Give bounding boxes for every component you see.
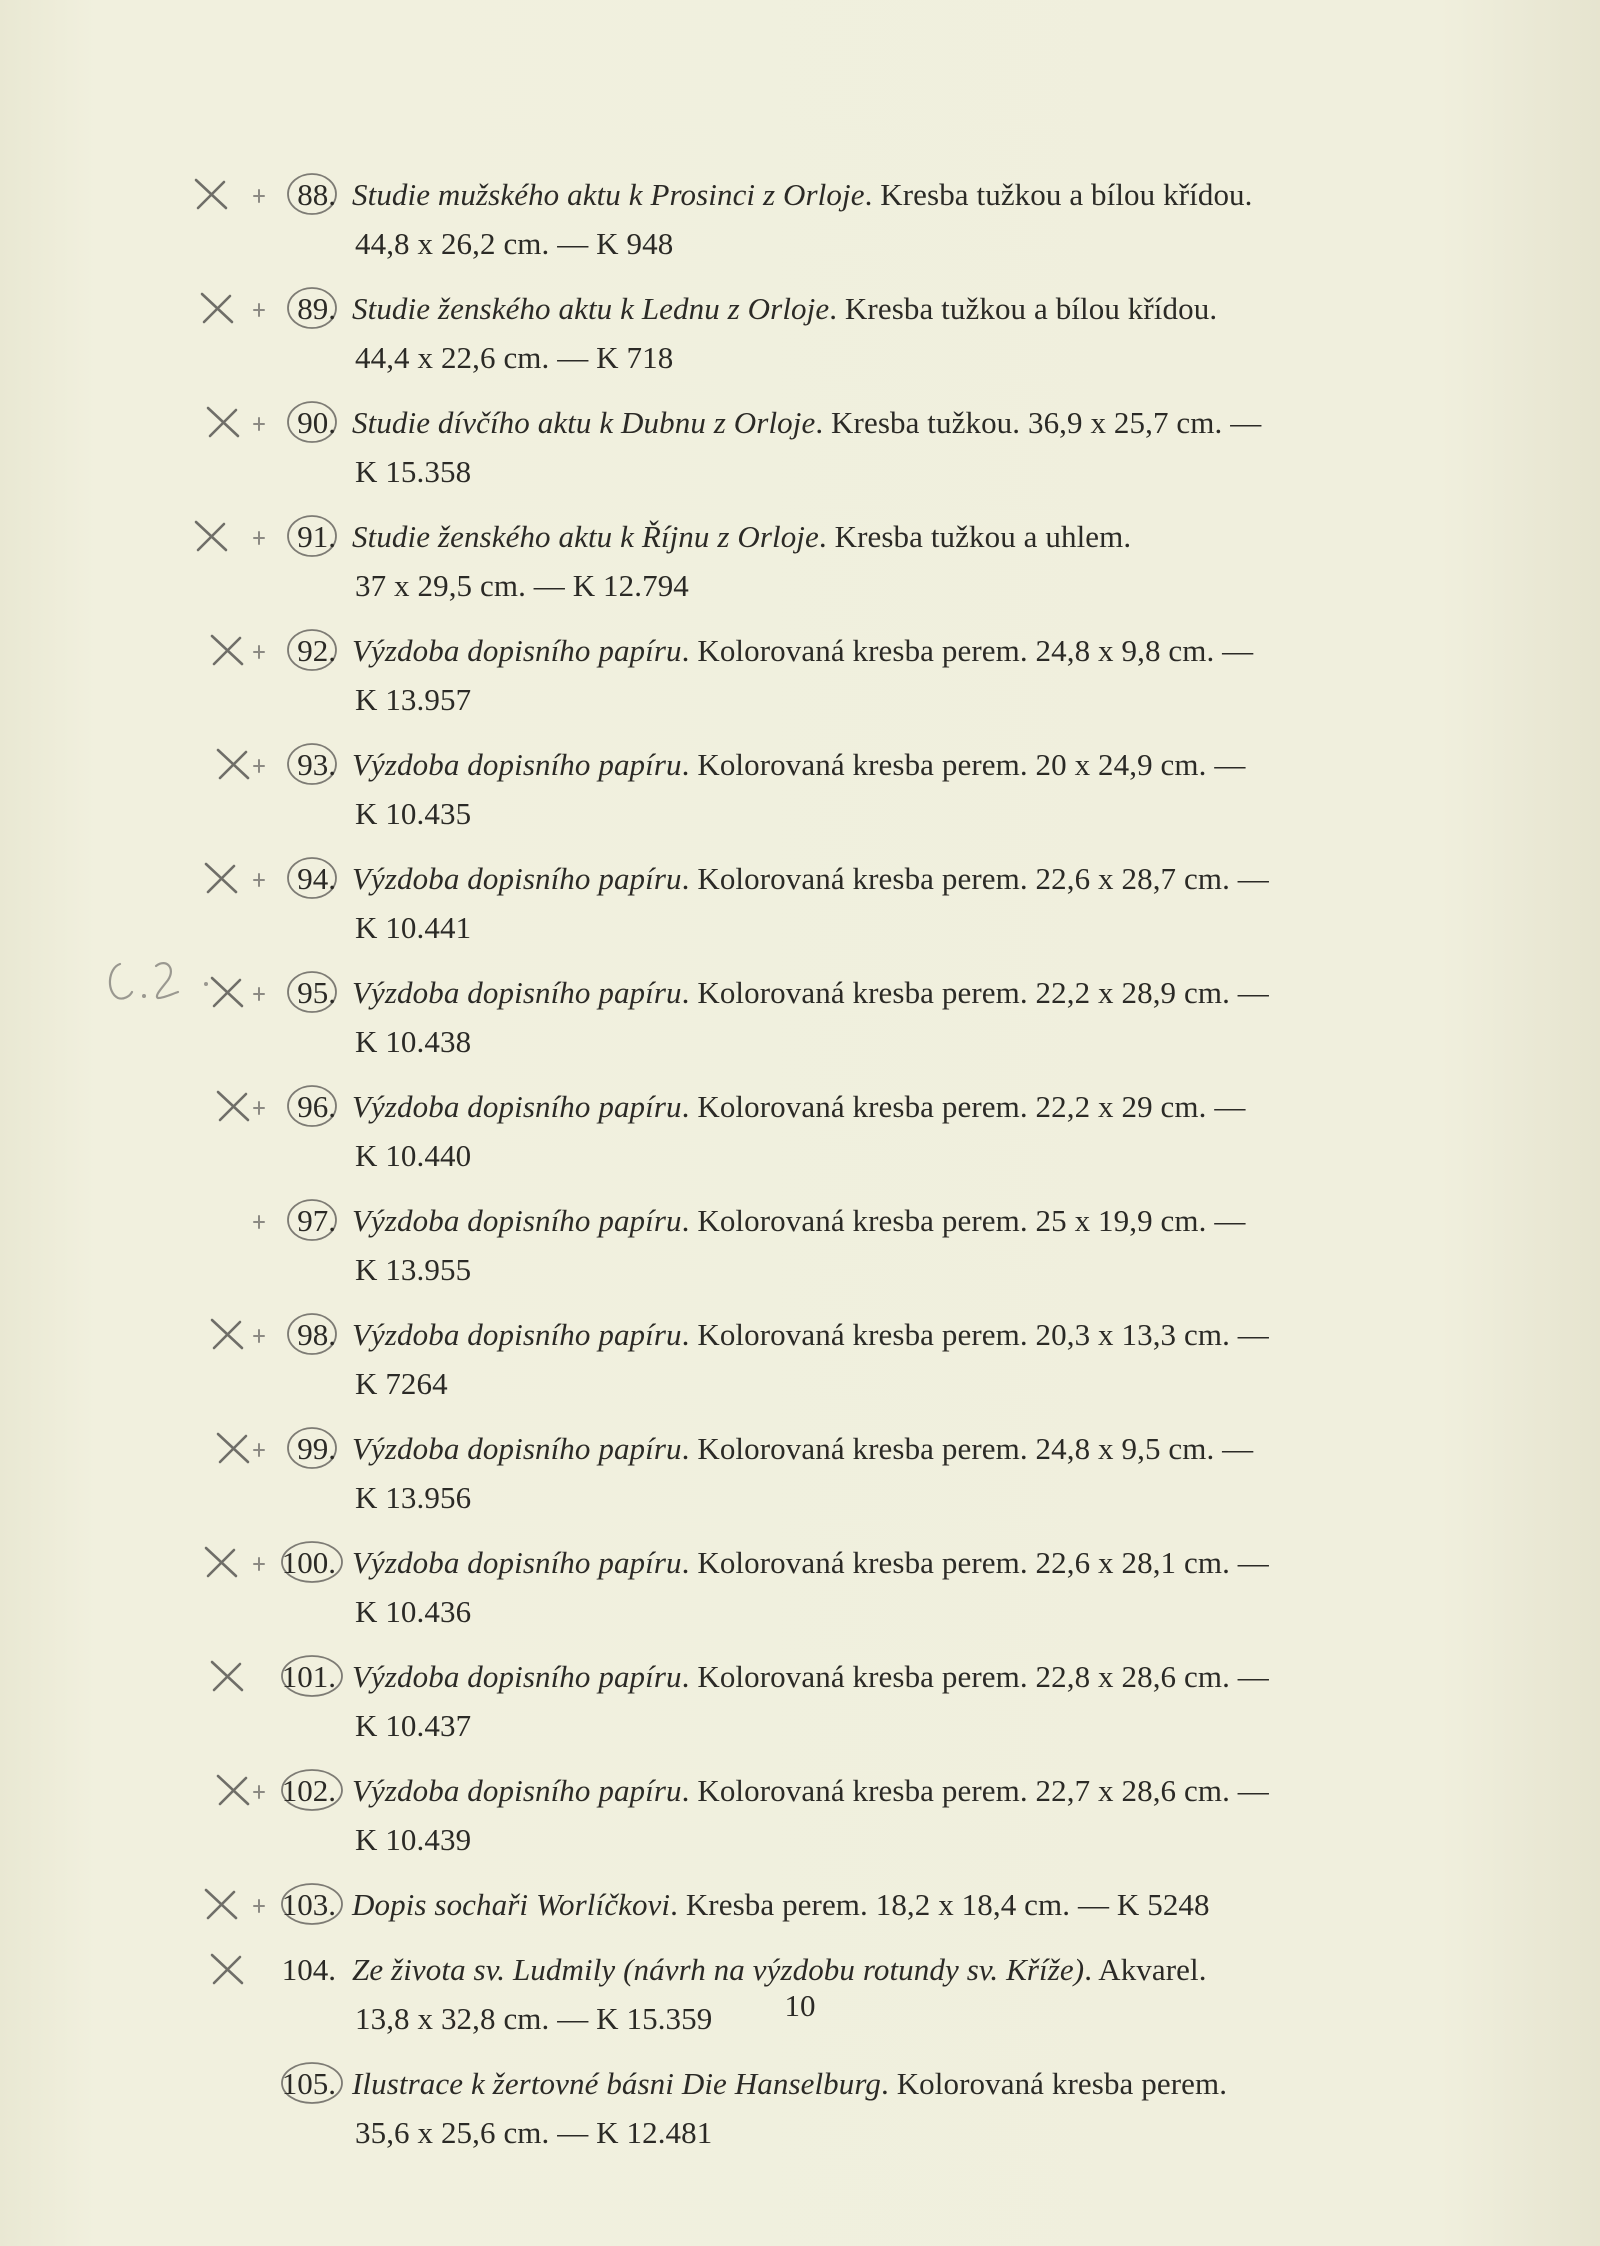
entry-description: . Kresba tužkou. 36,9 x 25,7 cm. — [815, 405, 1262, 440]
entry-line-1 [0, 398, 1600, 447]
entry-line-1 [0, 1082, 1600, 1131]
entry-line-2: K 10.437 [355, 1708, 472, 1743]
entry-title: Dopis sochaři Worlíčkovi [352, 1887, 671, 1922]
entry-title: Studie dívčího aktu k Dubnu z Orloje [352, 405, 816, 440]
entry-line-1 [0, 626, 1600, 675]
entry-description: . Kresba tužkou a uhlem. [818, 519, 1132, 554]
entry-title: Výzdoba dopisního papíru [352, 1317, 682, 1352]
entry-number: 97. [297, 1203, 336, 1238]
entry-number: 101. [281, 1659, 336, 1694]
entry-title: Výzdoba dopisního papíru [352, 747, 682, 782]
entry-line-2: 13,8 x 32,8 cm. — K 15.359 [355, 2001, 713, 2036]
entry-description: . Kresba perem. 18,2 x 18,4 cm. — K 5248 [670, 1887, 1210, 1922]
entry-description: . Kolorovaná kresba perem. 20,3 x 13,3 cm. — [681, 1317, 1269, 1352]
catalog-entry [0, 854, 1600, 952]
entry-description: . Kresba tužkou a bílou křídou. [864, 177, 1253, 212]
entry-number: 103. [281, 1887, 336, 1922]
catalog-entry [0, 1538, 1600, 1636]
catalog-entry [0, 170, 1600, 268]
catalog-entry [0, 1652, 1600, 1750]
catalog-entry [0, 626, 1600, 724]
entry-number: 95. [297, 975, 336, 1010]
entry-line-2: K 7264 [355, 1366, 448, 1401]
entry-line-2: 37 x 29,5 cm. — K 12.794 [355, 568, 689, 603]
catalog-entry [0, 398, 1600, 496]
entry-line-2: K 15.358 [355, 454, 472, 489]
entry-number: 102. [281, 1773, 336, 1808]
entry-title: Ze života sv. Ludmily (návrh na výzdobu rotundy sv. Kříže) [352, 1952, 1085, 1987]
entry-line-2: K 10.441 [355, 910, 472, 945]
entry-description: . Kolorovaná kresba perem. 20 x 24,9 cm. — [681, 747, 1246, 782]
catalog-entry [0, 512, 1600, 610]
entry-number: 92. [297, 633, 336, 668]
catalog-entry [0, 284, 1600, 382]
entry-line-1 [0, 1766, 1600, 1815]
entry-number: 88. [297, 177, 336, 212]
entry-number: 91. [297, 519, 336, 554]
entry-title: Výzdoba dopisního papíru [352, 633, 682, 668]
entry-number: 90. [297, 405, 336, 440]
entry-description: . Kolorovaná kresba perem. [881, 2066, 1228, 2101]
entry-description: . Kolorovaná kresba perem. 22,6 x 28,1 cm. — [681, 1545, 1269, 1580]
entry-line-2: K 13.955 [355, 1252, 472, 1287]
entry-description: . Akvarel. [1084, 1952, 1207, 1987]
entry-line-1 [0, 1538, 1600, 1587]
catalog-entries [0, 170, 1600, 2173]
entry-number: 104. [281, 1952, 336, 1987]
entry-title: Výzdoba dopisního papíru [352, 1431, 682, 1466]
entry-line-2: K 13.956 [355, 1480, 472, 1515]
entry-description: . Kolorovaná kresba perem. 24,8 x 9,8 cm. — [681, 633, 1254, 668]
entry-title: Výzdoba dopisního papíru [352, 1545, 682, 1580]
catalog-entry [0, 1424, 1600, 1522]
catalog-entry [0, 1766, 1600, 1864]
entry-number: 96. [297, 1089, 336, 1124]
entry-title: Studie mužského aktu k Prosinci z Orloje [352, 177, 865, 212]
entry-line-1 [0, 284, 1600, 333]
entry-description: . Kolorovaná kresba perem. 22,6 x 28,7 cm. — [681, 861, 1269, 896]
catalog-entry [0, 740, 1600, 838]
entry-line-2: K 10.440 [355, 1138, 472, 1173]
entry-line-1 [0, 1652, 1600, 1701]
entry-title: Studie ženského aktu k Říjnu z Orloje [352, 519, 819, 554]
entry-number: 100. [281, 1545, 336, 1580]
entry-line-1 [0, 1196, 1600, 1245]
entry-line-1 [0, 1310, 1600, 1359]
entry-title: Studie ženského aktu k Lednu z Orloje [352, 291, 830, 326]
catalog-entry [0, 1880, 1600, 1929]
entry-number: 105. [281, 2066, 336, 2101]
entry-line-1 [0, 170, 1600, 219]
page-number: 10 [784, 1988, 816, 2023]
entry-line-2: K 10.438 [355, 1024, 472, 1059]
entry-title: Výzdoba dopisního papíru [352, 975, 682, 1010]
entry-title: Ilustrace k žertovné básni Die Hanselburg [352, 2066, 881, 2101]
entry-line-1 [0, 968, 1600, 1017]
entry-line-2: 44,4 x 22,6 cm. — K 718 [355, 340, 674, 375]
entry-title: Výzdoba dopisního papíru [352, 1659, 682, 1694]
entry-number: 94. [297, 861, 336, 896]
entry-number: 89. [297, 291, 336, 326]
entry-line-1 [0, 1424, 1600, 1473]
entry-line-2: K 10.435 [355, 796, 472, 831]
entry-line-2: K 10.436 [355, 1594, 472, 1629]
catalog-entry [0, 1196, 1600, 1294]
entry-number: 98. [297, 1317, 336, 1352]
entry-description: . Kolorovaná kresba perem. 24,8 x 9,5 cm. — [681, 1431, 1254, 1466]
entry-line-1 [0, 1880, 1600, 1929]
catalog-entry [0, 2059, 1600, 2157]
entry-line-2: 44,8 x 26,2 cm. — K 948 [355, 226, 674, 261]
entry-line-1 [0, 854, 1600, 903]
entry-title: Výzdoba dopisního papíru [352, 861, 682, 896]
entry-title: Výzdoba dopisního papíru [352, 1089, 682, 1124]
pencil-margin-note [102, 952, 222, 1012]
entry-number: 93. [297, 747, 336, 782]
entry-description: . Kolorovaná kresba perem. 22,2 x 29 cm. — [681, 1089, 1246, 1124]
entry-description: . Kolorovaná kresba perem. 25 x 19,9 cm. — [681, 1203, 1246, 1238]
entry-description: . Kolorovaná kresba perem. 22,2 x 28,9 cm. — [681, 975, 1269, 1010]
entry-line-2: K 13.957 [355, 682, 472, 717]
entry-line-1 [0, 512, 1600, 561]
entry-description: . Kresba tužkou a bílou křídou. [829, 291, 1218, 326]
entry-line-1 [0, 2059, 1600, 2108]
entry-description: . Kolorovaná kresba perem. 22,7 x 28,6 cm. — [681, 1773, 1269, 1808]
entry-description: . Kolorovaná kresba perem. 22,8 x 28,6 cm. — [681, 1659, 1269, 1694]
entry-line-1 [0, 740, 1600, 789]
catalog-entry [0, 1082, 1600, 1180]
catalog-entry [0, 968, 1600, 1066]
entry-title: Výzdoba dopisního papíru [352, 1773, 682, 1808]
entry-title: Výzdoba dopisního papíru [352, 1203, 682, 1238]
entry-line-2: K 10.439 [355, 1822, 472, 1857]
entry-line-2: 35,6 x 25,6 cm. — K 12.481 [355, 2115, 713, 2150]
catalog-entry [0, 1310, 1600, 1408]
entry-number: 99. [297, 1431, 336, 1466]
